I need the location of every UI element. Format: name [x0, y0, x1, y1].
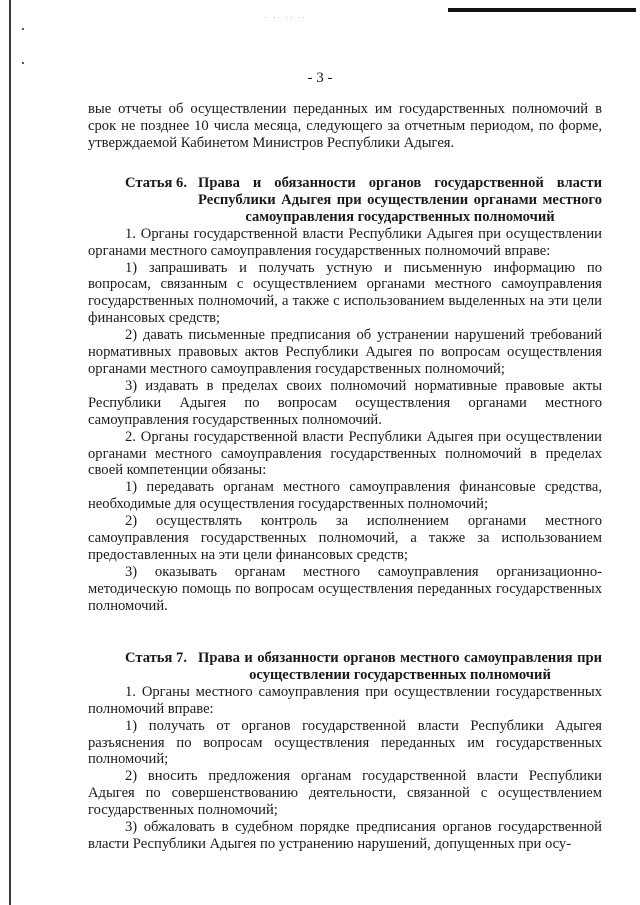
article-7-paragraph: 3) обжаловать в судебном порядке предписания органов государственной власти Республики Адыгея по устранению нарушений, допущенных при осу- — [88, 819, 602, 852]
article-7-paragraph: 2) вносить предложения органам государственной власти Республики Адыгея по совершенствованию деятельности, связанной с осуществлением государственных полномочий; — [88, 768, 602, 819]
article-7-title: Права и обязанности органов местного самоуправления при осуществлении государственных полномочий — [198, 650, 602, 683]
article-6-paragraph: 1. Органы государственной власти Республики Адыгея при осуществлении органами местного самоуправления государственных полномочий вправе: — [88, 225, 602, 259]
intro-block — [88, 101, 602, 152]
article-6 — [88, 175, 602, 615]
article-6-paragraph: 3) оказывать органам местного самоуправления организационно-методическую помощь по вопросам осуществления переданных государственных полномочий. — [88, 563, 602, 614]
scan-noise: · ·· ·· ·· — [265, 14, 307, 22]
article-7 — [88, 650, 602, 853]
article-6-paragraph: 1) запрашивать и получать устную и письменную информацию по вопросам, связанным с осуществлением органами местного самоуправления государственных полномочий, а также с использованием выделенных на эти цели финансовых средств; — [88, 259, 602, 327]
article-6-label: Статья 6. — [125, 175, 187, 191]
intro-paragraph: вые отчеты об осуществлении переданных им государственных полномочий в срок не позднее 10 числа месяца, следующего за отчетным периодом, по форме, утверждаемой Кабинетом Министров Республики Адыгея. — [88, 101, 602, 151]
article-6-paragraph: 1) передавать органам местного самоуправления финансовые средства, необходимые для осуществления государственных полномочий; — [88, 479, 602, 513]
article-7-heading — [88, 650, 602, 684]
article-7-paragraph: 1) получать от органов государственной власти Республики Адыгея разъяснения по вопросам осуществления переданных им государственных полномочий; — [88, 717, 602, 768]
article-6-paragraph: 3) издавать в пределах своих полномочий нормативные правовые акты Республики Адыгея по вопросам осуществления органами местного самоуправления государственных полномочий. — [88, 377, 602, 428]
article-6-paragraph: 2) давать письменные предписания об устранении нарушений требований нормативных правовых актов Республики Адыгея по вопросам осуществления органами местного самоуправления государственных полномочий; — [88, 327, 602, 377]
article-6-title: Права и обязанности органов государственной власти Республики Адыгея при осуществлении органами местного самоуправления государственных полномочий — [198, 175, 602, 225]
article-6-paragraph: 2. Органы государственной власти Республики Адыгея при осуществлении органами местного самоуправления государственных полномочий в пределах своей компетенции обязаны: — [88, 428, 602, 479]
scan-top-rule — [448, 8, 636, 12]
scan-speck — [22, 62, 24, 64]
article-6-paragraph: 2) осуществлять контроль за исполнением органами местного самоуправления государственных полномочий, а также за использованием предоставленных на эти цели финансовых средств; — [88, 513, 602, 563]
page-number: - 3 - — [307, 70, 333, 86]
article-7-paragraph: 1. Органы местного самоуправления при осуществлении государственных полномочий вправе: — [88, 683, 602, 717]
scan-edge-line — [9, 0, 11, 905]
article-6-heading — [88, 175, 602, 226]
scan-speck — [22, 28, 24, 30]
article-7-label: Статья 7. — [125, 650, 187, 666]
